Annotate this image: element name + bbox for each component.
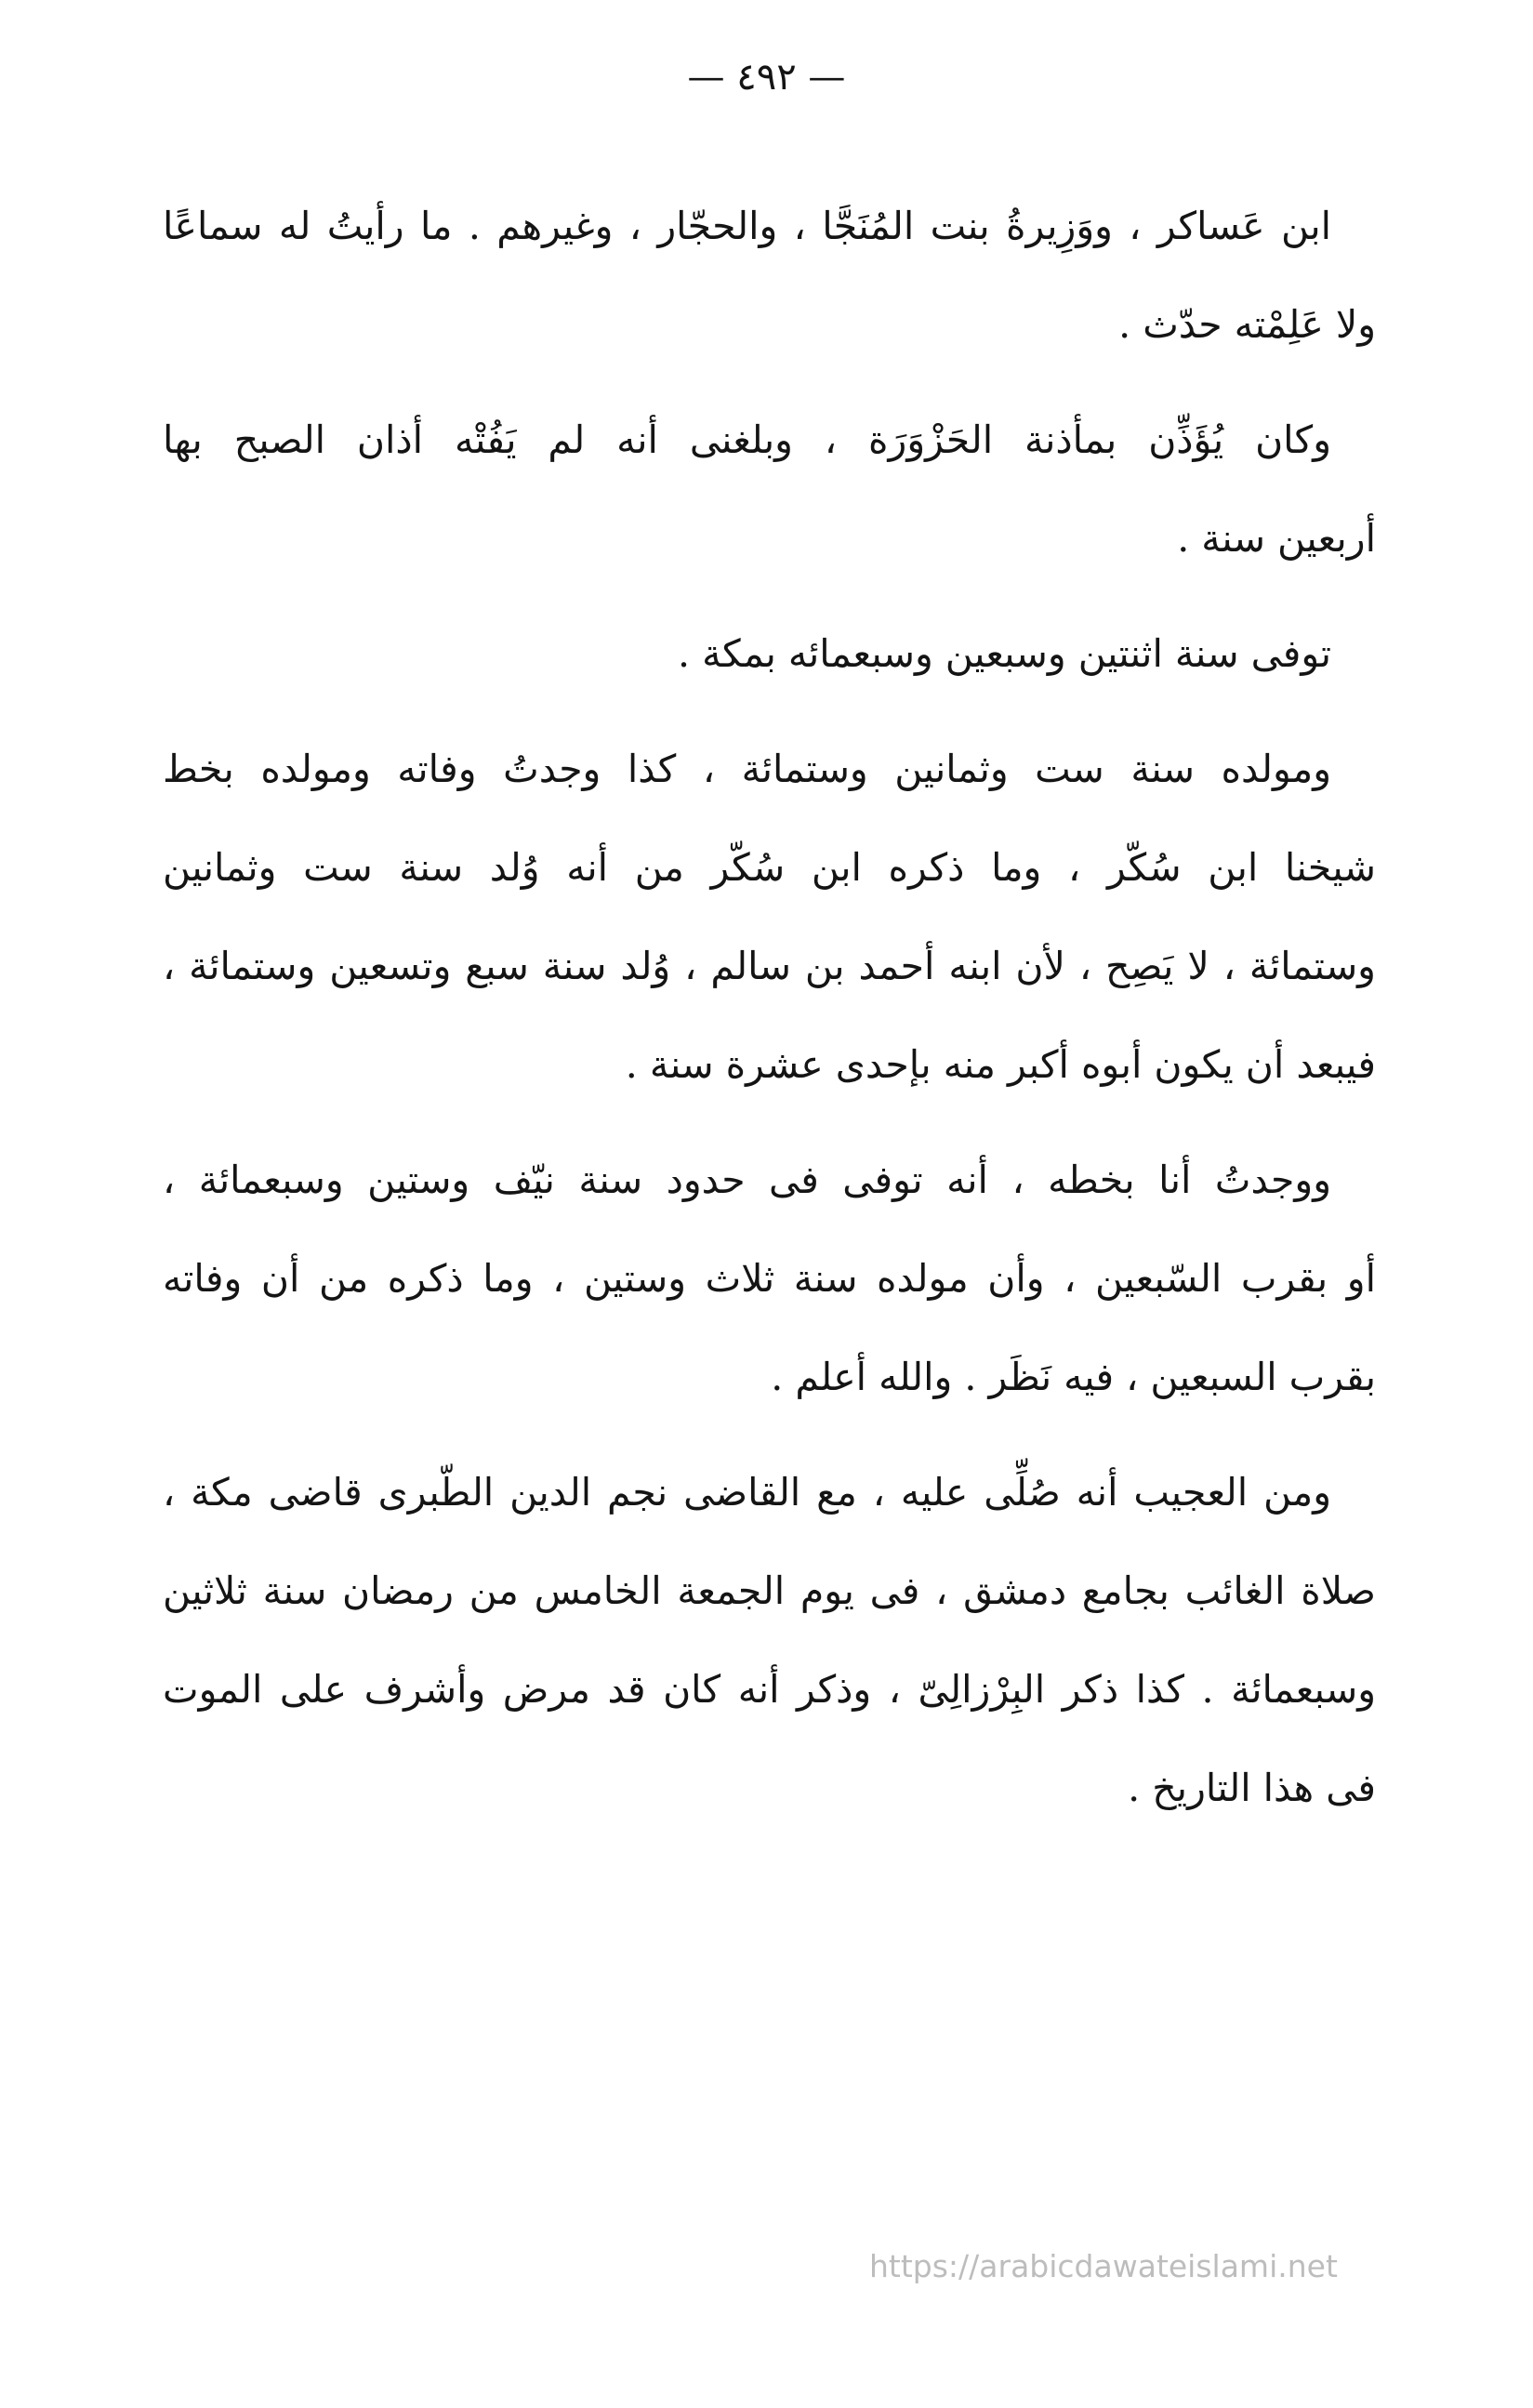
- paragraph-1: [163, 177, 1376, 374]
- paragraph-6: [163, 1443, 1376, 1837]
- text-line: فيبعد أن يكون أبوه أكبر منه بإحدى عشرة سنة .: [625, 1042, 1376, 1087]
- text-line: صلاة الغائب بجامع دمشق ، فى يوم الجمعة الخامس من رمضان سنة ثلاثين: [163, 1568, 1376, 1613]
- text-line: فى هذا التاريخ .: [1128, 1766, 1376, 1810]
- text-line: بقرب السبعين ، فيه نَظَر . والله أعلم .: [771, 1355, 1376, 1399]
- paragraph-5: [163, 1131, 1376, 1426]
- text-line: وستمائة ، لا يَصِح ، لأن ابنه أحمد بن سالم ، وُلد سنة سبع وتسعين وستمائة ،: [163, 944, 1376, 988]
- text-line: وسبعمائة . كذا ذكر البِرْزالِىّ ، وذكر أنه كان قد مرض وأشرف على الموت: [163, 1667, 1376, 1712]
- text-line: وكان يُؤَذِّن بمأذنة الحَزْوَرَة ، وبلغنى أنه لم يَفُتْه أذان الصبح بها: [163, 417, 1331, 462]
- page-number: — ٤٩٢ —: [687, 56, 846, 99]
- watermark-url: https://arabicdawateislami.net: [869, 2248, 1338, 2284]
- paragraph-3: [163, 604, 1376, 703]
- text-line: أربعين سنة .: [1177, 516, 1376, 561]
- text-line: ولا عَلِمْته حدّث .: [1118, 302, 1376, 347]
- paragraph-2: [163, 390, 1376, 588]
- text-line: شيخنا ابن سُكّر ، وما ذكره ابن سُكّر من أنه وُلد سنة ست وثمانين: [163, 845, 1376, 890]
- text-line: ومن العجيب أنه صُلِّى عليه ، مع القاضى نجم الدين الطّبرى قاضى مكة ،: [163, 1470, 1331, 1515]
- text-line: ومولده سنة ست وثمانين وستمائة ، كذا وجدتُ وفاته ومولده بخط: [163, 747, 1331, 791]
- text-line: ووجدتُ أنا بخطه ، أنه توفى فى حدود سنة نيّف وستين وسبعمائة ،: [163, 1158, 1331, 1202]
- text-body: [163, 177, 1376, 1854]
- paragraph-4: [163, 720, 1376, 1114]
- text-line: توفى سنة اثنتين وسبعين وسبعمائه بمكة .: [678, 631, 1331, 676]
- text-line: ابن عَساكر ، ووَزِيرةُ بنت المُنَجَّا ، والحجّار ، وغيرهم . ما رأيتُ له سماعًا: [163, 204, 1331, 248]
- text-line: أو بقرب السّبعين ، وأن مولده سنة ثلاث وستين ، وما ذكره من أن وفاته: [163, 1256, 1376, 1301]
